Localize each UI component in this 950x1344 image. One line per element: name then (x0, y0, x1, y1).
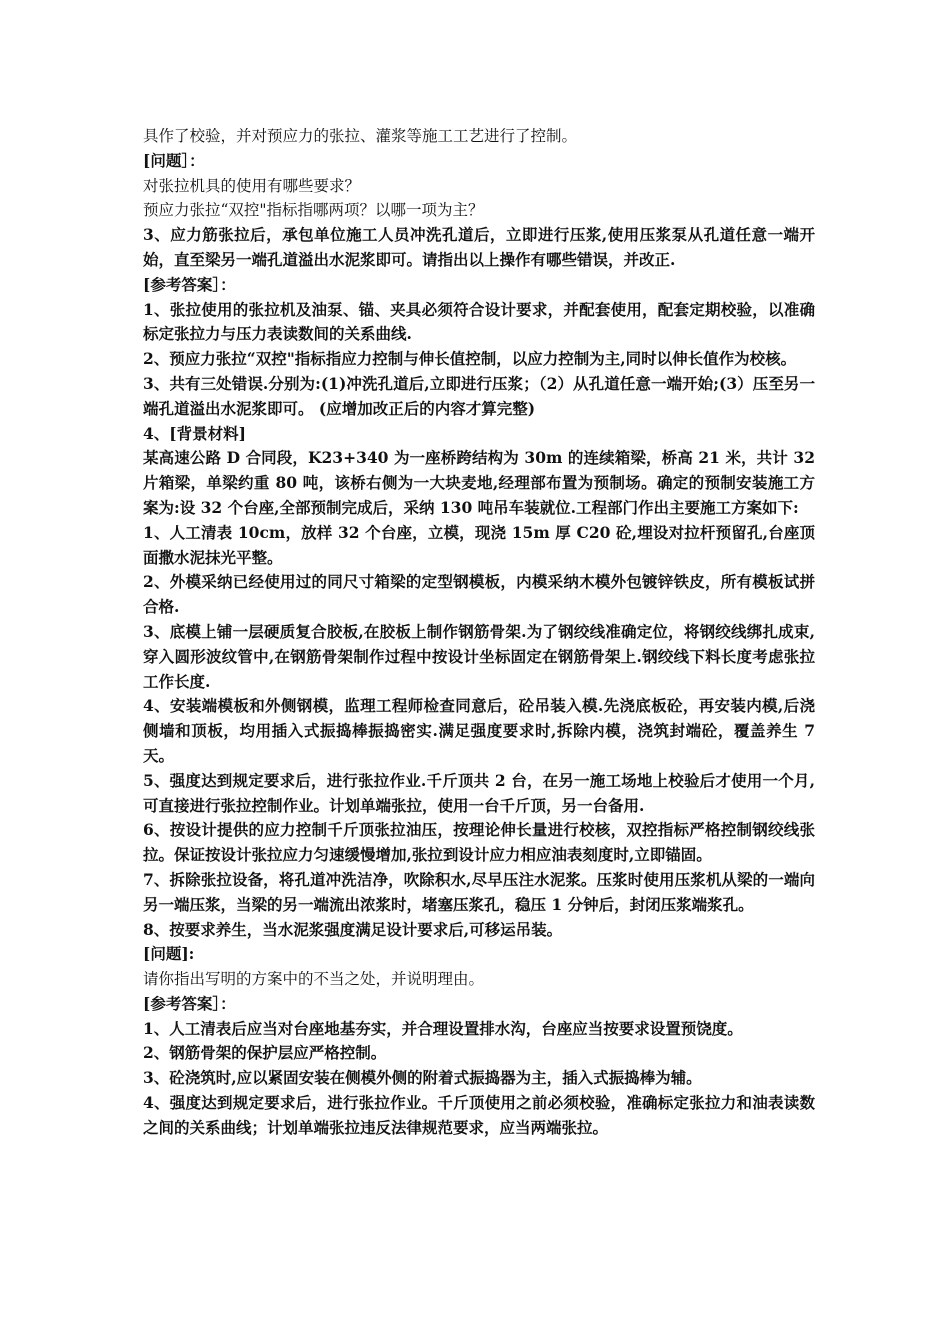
heading-question-1: [问题］： (143, 150, 205, 170)
plan-step-4: 4、安装端模板和外侧钢模，监理工程师检查同意后，砼吊装入模.先浇底板砼，再安装内模,后浇侧墙和顶板，均用插入式振捣棒振捣密实.满足强度要求时,拆除内模，浇筑封端砼，覆盖养生 7 天。 (143, 696, 815, 765)
heading-question-2: [问题]: (143, 944, 195, 964)
answer2-item-2: 2、钢筋骨架的保护层应严格控制。 (143, 1043, 387, 1063)
paragraph-intro-continuation: 具作了校验，并对预应力的张拉、灌浆等施工工艺进行了控制。 (143, 127, 578, 145)
document-page (143, 124, 815, 1141)
plan-step-6: 6、按设计提供的应力控制千斤顶张拉油压，按理论伸长量进行校核，双控指标严格控制钢绞线张拉。保证按设计张拉应力匀速缓慢增加,张拉到设计应力相应油表刻度时,立即锚固。 (143, 820, 815, 865)
heading-background-4: 4、[背景材料] (143, 423, 246, 443)
plan-step-8: 8、按要求养生，当水泥浆强度满足设计要求后,可移运吊装。 (143, 919, 563, 939)
heading-answer-2: [参考答案］： (143, 993, 236, 1013)
plan-step-1: 1、人工清表 10cm，放样 32 个台座，立模，现浇 15m 厚 C20 砼,埋设对拉杆预留孔,台座顶面撒水泥抹光平整。 (143, 522, 815, 567)
answer2-item-4: 4、强度达到规定要求后，进行张拉作业。千斤顶使用之前必须校验，准确标定张拉力和油表读数之间的关系曲线；计划单端张拉违反法律规范要求，应当两端张拉。 (143, 1093, 815, 1137)
answer2-item-3: 3、砼浇筑时,应以紧固安装在侧模外侧的附着式振捣器为主，插入式振捣棒为辅。 (143, 1068, 702, 1088)
question-prompt: 请你指出写明的方案中的不当之处，并说明理由。 (143, 970, 485, 989)
answer2-item-1: 1、人工清表后应当对台座地基夯实，并合理设置排水沟，台座应当按要求设置预饶度。 (143, 1018, 743, 1038)
answer-item-3: 3、共有三处错误.分别为:(1)冲洗孔道后,立即进行压浆；（2）从孔道任意一端开始;(3）压至另一端孔道溢出水泥浆即可。 (应增加改正后的内容才算完整) (143, 373, 815, 418)
background-paragraph: 某高速公路 D 合同段，K23+340 为一座桥跨结构为 30m 的连续箱梁，桥高 21 米，共计 32 片箱梁，单梁约重 80 吨，该桥右侧为一大块麦地,经理部布置为预制场。确定的预制安装施工方案为:设 32 个台座,全部预制完成后，采纳 130 吨吊车装就位.工程部门作出主要施工方案如下: (143, 448, 815, 517)
plan-step-2: 2、外模采纳已经使用过的同尺寸箱梁的定型钢模板，内模采纳木模外包镀锌铁皮，所有模板试拼合格. (143, 572, 815, 617)
answer-item-1: 1、张拉使用的张拉机及油泵、锚、夹具必须符合设计要求，并配套使用，配套定期校验，以准确标定张拉力与压力表读数间的关系曲线. (143, 299, 815, 344)
plan-step-7: 7、拆除张拉设备，将孔道冲洗洁净，吹除积水,尽早压注水泥浆。压浆时使用压浆机从梁的一端向另一端压浆，当梁的另一端流出浓浆时，堵塞压浆孔，稳压 1 分钟后，封闭压浆端浆孔。 (143, 869, 815, 914)
question-item-1: 对张拉机具的使用有哪些要求？ (143, 176, 361, 195)
question-item-2: 预应力张拉“双控"指标指哪两项？以哪一项为主？ (143, 201, 484, 220)
plan-step-3: 3、底模上铺一层硬质复合胶板,在胶板上制作钢筋骨架.为了钢绞线准确定位，将钢绞线绑扎成束,穿入圆形波纹管中,在钢筋骨架制作过程中按设计坐标固定在钢筋骨架上.钢绞线下料长度考虑张拉工作长度. (143, 621, 815, 691)
heading-answer-1: [参考答案］： (143, 274, 236, 294)
plan-step-5: 5、强度达到规定要求后，进行张拉作业.千斤顶共 2 台，在另一施工场地上校验后才使用一个月,可直接进行张拉控制作业。计划单端张拉，使用一台千斤顶，另一台备用. (143, 770, 815, 815)
answer-item-2: 2、预应力张拉“双控"指标指应力控制与伸长值控制，以应力控制为主,同时以伸长值作为校核。 (143, 349, 797, 369)
question-item-3: 3、应力筋张拉后，承包单位施工人员冲洗孔道后，立即进行压浆,使用压浆泵从孔道任意一端开始，直至梁另一端孔道溢出水泥浆即可。请指出以上操作有哪些错误，并改正. (143, 225, 815, 269)
